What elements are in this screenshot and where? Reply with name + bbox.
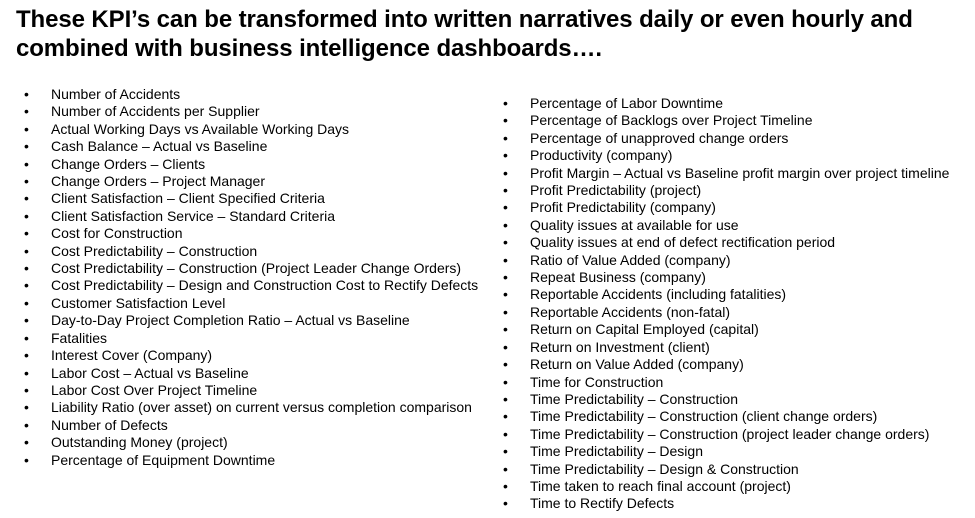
kpi-list-item: • Reportable Accidents (non-fatal)	[503, 304, 973, 321]
kpi-list-item: • Number of Accidents per Supplier	[24, 103, 484, 120]
kpi-list-item: • Client Satisfaction – Client Specified Criteria	[24, 190, 484, 207]
kpi-list-item: • Day-to-Day Project Completion Ratio – Actual vs Baseline	[24, 312, 484, 329]
kpi-list-item: • Time to Rectify Defects	[503, 495, 973, 512]
kpi-list-item: • Return on Capital Employed (capital)	[503, 321, 973, 338]
kpi-list-item: • Labor Cost – Actual vs Baseline	[24, 365, 484, 382]
kpi-list-item: • Percentage of Equipment Downtime	[24, 452, 484, 469]
kpi-list-item: • Return on Value Added (company)	[503, 356, 973, 373]
kpi-list-item: • Time Predictability – Construction (project leader change orders)	[503, 426, 973, 443]
kpi-list-item: • Percentage of unapproved change orders	[503, 130, 973, 147]
kpi-list-item: • Profit Predictability (project)	[503, 182, 973, 199]
kpi-list-item: • Profit Margin – Actual vs Baseline profit margin over project timeline	[503, 165, 973, 182]
kpi-list-item: • Reportable Accidents (including fatalities)	[503, 286, 973, 303]
kpi-list-item: • Percentage of Backlogs over Project Timeline	[503, 112, 973, 129]
kpi-list-item: • Labor Cost Over Project Timeline	[24, 382, 484, 399]
kpi-list-item: • Repeat Business (company)	[503, 269, 973, 286]
kpi-list-item: • Number of Accidents	[24, 86, 484, 103]
slide-title: These KPI’s can be transformed into written narratives daily or even hourly and combined with business intelligence dashboards….	[16, 6, 913, 62]
kpi-list-item: • Fatalities	[24, 330, 484, 347]
kpi-list-item: • Change Orders – Project Manager	[24, 173, 484, 190]
kpi-list-item: • Number of Defects	[24, 417, 484, 434]
kpi-list-item: • Cash Balance – Actual vs Baseline	[24, 138, 484, 155]
kpi-list-item: • Outstanding Money (project)	[24, 434, 484, 451]
kpi-list-item: • Time Predictability – Construction (client change orders)	[503, 408, 973, 425]
kpi-list-item: • Percentage of Labor Downtime	[503, 95, 973, 112]
kpi-list-item: • Time taken to reach final account (project)	[503, 478, 973, 495]
kpi-list-item: • Interest Cover (Company)	[24, 347, 484, 364]
kpi-list-item: • Cost Predictability – Construction (Project Leader Change Orders)	[24, 260, 484, 277]
kpi-list-item: • Ratio of Value Added (company)	[503, 252, 973, 269]
kpi-list-item: • Time for Construction	[503, 374, 973, 391]
kpi-list-item: • Cost Predictability – Construction	[24, 243, 484, 260]
kpi-list-right	[503, 95, 973, 513]
kpi-list-item: • Quality issues at available for use	[503, 217, 973, 234]
kpi-list-item: • Change Orders – Clients	[24, 156, 484, 173]
kpi-list-item: • Time Predictability – Design & Construction	[503, 461, 973, 478]
kpi-list-item: • Profit Predictability (company)	[503, 199, 973, 216]
kpi-list-item: • Cost Predictability – Design and Construction Cost to Rectify Defects	[24, 277, 484, 294]
kpi-list-item: • Liability Ratio (over asset) on current versus completion comparison	[24, 399, 484, 416]
kpi-list-item: • Customer Satisfaction Level	[24, 295, 484, 312]
kpi-list-item: • Return on Investment (client)	[503, 339, 973, 356]
kpi-list-item: • Actual Working Days vs Available Working Days	[24, 121, 484, 138]
kpi-list-item: • Cost for Construction	[24, 225, 484, 242]
kpi-list-item: • Client Satisfaction Service – Standard Criteria	[24, 208, 484, 225]
kpi-list-item: • Productivity (company)	[503, 147, 973, 164]
kpi-list-item: • Time Predictability – Design	[503, 443, 973, 460]
kpi-list-item: • Quality issues at end of defect rectification period	[503, 234, 973, 251]
kpi-list-item: • Time Predictability – Construction	[503, 391, 973, 408]
kpi-list-left	[24, 86, 484, 469]
